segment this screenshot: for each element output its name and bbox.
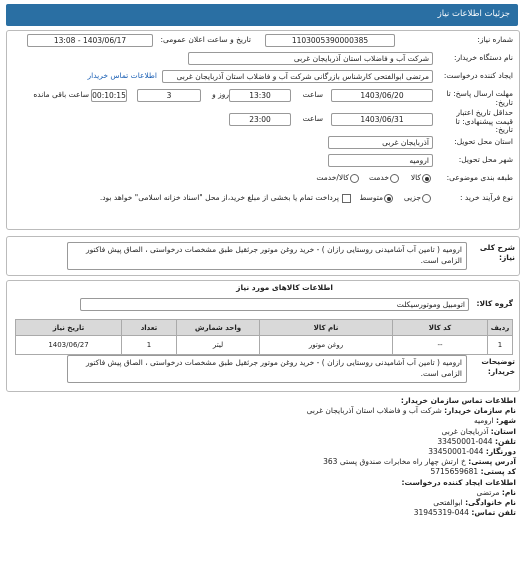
validity-label: حداقل تاریخ اعتبار قیمت پیشنهادی: تا تاریخ: bbox=[455, 108, 513, 134]
col-date: تاریخ نیاز bbox=[16, 320, 122, 336]
page-title: جزئیات اطلاعات نیاز bbox=[437, 9, 510, 19]
goods-group-label: گروه کالا: bbox=[476, 299, 513, 308]
validity-date-field[interactable]: 1403/06/31 bbox=[331, 113, 433, 126]
province-label: استان محل تحویل: bbox=[454, 137, 513, 146]
contact-line: تلفن تماس: 044-31945319 bbox=[413, 508, 516, 518]
category-radio-goods-service[interactable] bbox=[350, 174, 359, 183]
treasury-checkbox[interactable] bbox=[342, 194, 351, 203]
col-row: ردیف bbox=[488, 320, 513, 336]
page-header bbox=[6, 4, 518, 26]
days-label: روز و bbox=[212, 90, 229, 99]
col-code: کد کالا bbox=[393, 320, 488, 336]
contact-line: تلفن: 044-33450001 bbox=[437, 436, 516, 446]
goods-group-field[interactable]: اتومبیل وموتورسیکلت bbox=[80, 298, 469, 311]
creator-label: ایجاد کننده درخواست: bbox=[443, 71, 513, 80]
contact-line: نام سازمان خریدار: شرکت آب و فاضلاب استان آذربایجان غربی bbox=[306, 406, 516, 416]
contact-line: نام: مرتضی bbox=[476, 487, 516, 497]
contact-line: کد پستی: 5715659681 bbox=[430, 467, 516, 477]
process-option-minor: جزیی bbox=[403, 193, 421, 202]
deadline-time-field[interactable]: 13:30 bbox=[229, 89, 291, 102]
days-field[interactable]: 3 bbox=[137, 89, 201, 102]
cell-date: 1403/06/27 bbox=[16, 336, 122, 355]
table-row[interactable] bbox=[16, 336, 513, 355]
buyer-field[interactable]: شرکت آب و فاضلاب استان آذربایجان غربی bbox=[188, 52, 433, 65]
category-radio-service[interactable] bbox=[390, 174, 399, 183]
contact-line: استان: آذربایجان غربی bbox=[441, 426, 516, 436]
cell-name: روغن موتور bbox=[260, 336, 393, 355]
buyer-label: نام دستگاه خریدار: bbox=[453, 53, 513, 62]
need-number-label: شماره نیاز: bbox=[477, 35, 513, 44]
province-field[interactable]: آذربایجان غربی bbox=[328, 136, 433, 149]
treasury-payment-text: پرداخت تمام یا بخشی از مبلغ خرید،از محل "اسناد خزانه اسلامی" خواهد بود. bbox=[99, 193, 339, 202]
goods-section-title: اطلاعات کالاهای مورد نیاز bbox=[236, 283, 333, 292]
process-radio-minor[interactable] bbox=[422, 194, 431, 203]
contact-line: نام خانوادگی: ابوالفتحی bbox=[433, 498, 516, 508]
process-radio-medium[interactable] bbox=[384, 194, 393, 203]
city-field[interactable]: ارومیه bbox=[328, 154, 433, 167]
city-label: شهر محل تحویل: bbox=[458, 155, 513, 164]
deadline-label: مهلت ارسال پاسخ: تا تاریخ: bbox=[446, 89, 513, 107]
cell-row: 1 bbox=[488, 336, 513, 355]
category-option-goods-service: کالا/خدمت bbox=[316, 173, 349, 182]
category-radio-goods[interactable] bbox=[422, 174, 431, 183]
contact-line: شهر: ارومیه bbox=[473, 416, 516, 426]
cell-qty: 1 bbox=[122, 336, 177, 355]
contact-line: اطلاعات ایجاد کننده درخواست: bbox=[401, 477, 516, 487]
summary-text: ارومیه ( تامین آب آشامیدنی روستایی رازان ) - خرید روغن موتور جرثقیل طبق مشخصات درخواستی ، الصاق پیش فاکتور الزامی است. bbox=[67, 242, 467, 270]
category-option-service: خدمت bbox=[369, 173, 389, 182]
cell-code: -- bbox=[393, 336, 488, 355]
category-option-goods: کالا bbox=[410, 173, 421, 182]
process-option-medium: متوسط bbox=[359, 193, 383, 202]
summary-panel bbox=[6, 236, 520, 276]
creator-field[interactable]: مرتضی ابوالفتحی کارشناس بازرگانی شرکت آب و فاضلاب استان آذربایجان غربی bbox=[162, 70, 433, 83]
goods-panel bbox=[6, 280, 520, 392]
cell-unit: لیتر bbox=[177, 336, 260, 355]
contact-line: دورنگار: 044-33450001 bbox=[428, 447, 516, 457]
summary-label: شرح کلی نیاز: bbox=[479, 243, 515, 262]
contact-title: اطلاعات تماس سازمان خریدار: bbox=[400, 396, 516, 405]
contact-line: آدرس پستی: خ ارتش چهار راه مخابرات صندوق پستی 363 bbox=[323, 457, 516, 467]
buyer-notes-text: ارومیه ( تامین آب آشامیدنی روستایی رازان ) - خرید روغن موتور جرثقیل طبق مشخصات درخواستی ، الصاق پیش فاکتور الزامی است. bbox=[67, 355, 467, 383]
col-qty: تعداد bbox=[122, 320, 177, 336]
category-label: طبقه بندی موضوعی: bbox=[446, 173, 513, 182]
remaining-label: ساعت باقی مانده bbox=[33, 90, 89, 99]
announce-field[interactable]: 1403/06/17 - 13:08 bbox=[27, 34, 153, 47]
process-label: نوع فرآیند خرید : bbox=[459, 193, 513, 202]
deadline-date-field[interactable]: 1403/06/20 bbox=[331, 89, 433, 102]
col-name: نام کالا bbox=[260, 320, 393, 336]
buyer-notes-label: توضیحات خریدار: bbox=[481, 357, 515, 376]
deadline-time-label: ساعت bbox=[302, 90, 323, 99]
buyer-contact-info bbox=[16, 396, 516, 518]
need-number-field[interactable]: 1103005390000385 bbox=[265, 34, 395, 47]
validity-time-field[interactable]: 23:00 bbox=[229, 113, 291, 126]
validity-time-label: ساعت bbox=[302, 114, 323, 123]
goods-table-header bbox=[16, 320, 513, 336]
need-details-panel bbox=[6, 30, 520, 230]
remaining-time-field: 00:10:15 bbox=[92, 91, 126, 100]
buyer-contact-link[interactable]: اطلاعات تماس خریدار bbox=[87, 71, 157, 80]
col-unit: واحد شمارش bbox=[177, 320, 260, 336]
announce-label: تاریخ و ساعت اعلان عمومی: bbox=[160, 35, 251, 44]
goods-table bbox=[15, 319, 513, 355]
